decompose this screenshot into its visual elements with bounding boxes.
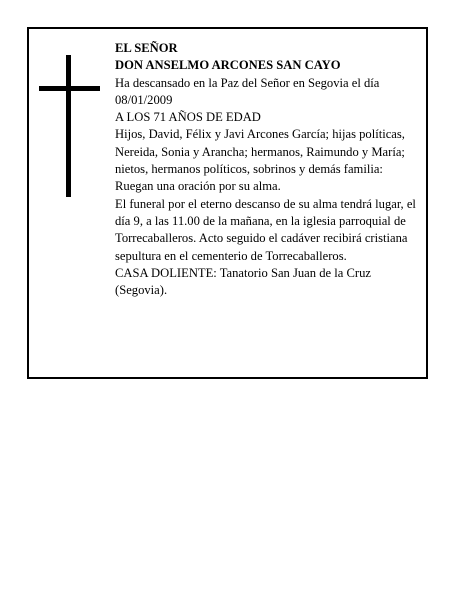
funeral-details: El funeral por el eterno descanso de su alma tendrá lugar, el día 9, a las 11.00 de la mañana, en la iglesia parroquial de Torrecaballeros. Acto seguido el cadáver recibirá cristiana sepultura en el cementerio de Torrecaballeros. — [115, 196, 416, 263]
notice-body — [115, 40, 425, 299]
prayer-request: Ruegan una oración por su alma. — [115, 179, 281, 194]
age-line: A LOS 71 AÑOS DE EDAD — [115, 110, 261, 125]
cross-icon — [39, 55, 100, 197]
notice-title: EL SEÑOR — [115, 41, 178, 55]
mourning-house: CASA DOLIENTE: Tanatorio San Juan de la Cruz (Segovia). — [115, 265, 371, 298]
family-list: Hijos, David, Félix y Javi Arcones García; hijas políticas, Nereida, Sonia y Arancha; hermanos, Raimundo y María; nietos, hermanos políticos, sobrinos y demás familia: — [115, 127, 405, 177]
deceased-name: DON ANSELMO ARCONES SAN CAYO — [115, 58, 341, 73]
death-date-line: Ha descansado en la Paz del Señor en Segovia el día 08/01/2009 — [115, 75, 380, 107]
cross-vertical-bar — [66, 55, 71, 197]
cross-horizontal-bar — [39, 86, 100, 91]
obituary-notice — [27, 27, 428, 379]
